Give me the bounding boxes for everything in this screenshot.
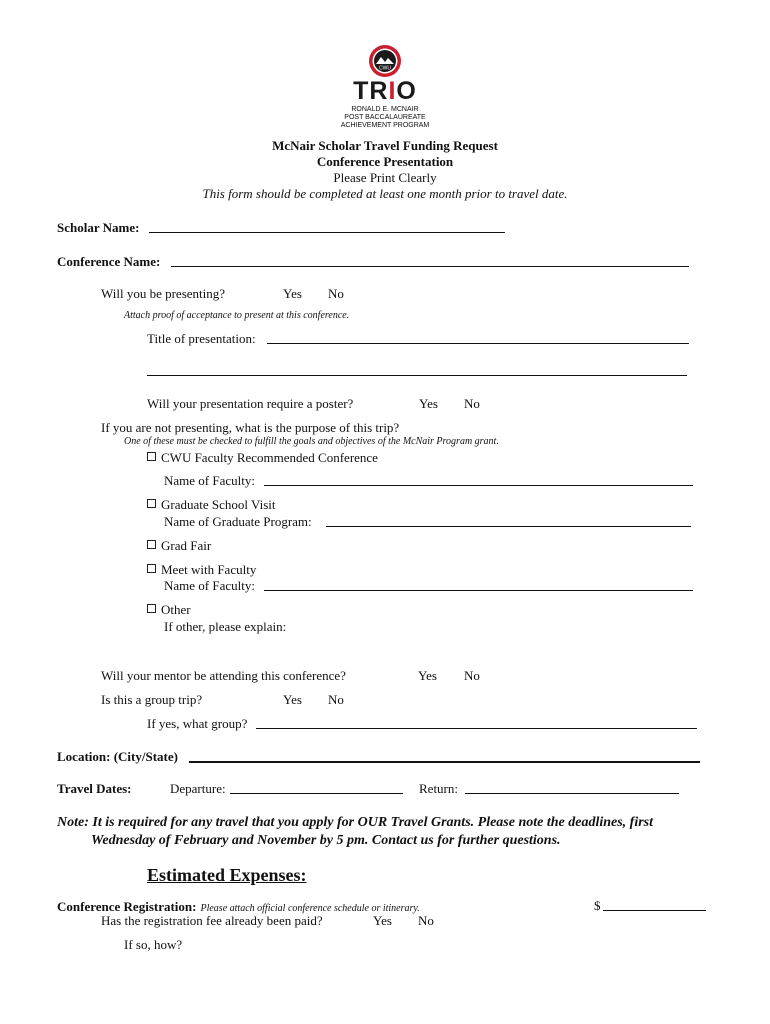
- option-meet-faculty[interactable]: [147, 562, 256, 578]
- trio-wordmark: TRIO: [353, 77, 417, 105]
- fee-paid-question: Has the registration fee already been paid?: [101, 913, 323, 928]
- presenting-question: Will you be presenting?: [101, 286, 226, 301]
- registration-amount-field[interactable]: [603, 910, 706, 911]
- poster-no-option[interactable]: No: [464, 396, 480, 411]
- group-question: Is this a group trip?: [101, 692, 203, 707]
- travel-dates-label: Travel Dates:: [57, 781, 132, 796]
- poster-yes-option[interactable]: Yes: [419, 396, 438, 411]
- option-grad-fair-label: Grad Fair: [161, 538, 212, 553]
- option-grad-school-visit-label: Graduate School Visit: [161, 497, 276, 512]
- departure-field[interactable]: [230, 793, 403, 794]
- cwu-seal-icon: [368, 44, 402, 78]
- what-group-field[interactable]: [256, 728, 697, 729]
- location-label: Location: (City/State): [57, 749, 178, 764]
- registration-label: Conference Registration:: [57, 899, 197, 914]
- presentation-title-field-2[interactable]: [147, 375, 687, 376]
- mentor-question: Will your mentor be attending this conference?: [101, 668, 346, 683]
- attach-proof-note: Attach proof of acceptance to present at this conference.: [124, 310, 350, 321]
- trio-program-line-2: POST BACCALAUREATE: [344, 114, 426, 121]
- group-no-option[interactable]: No: [328, 692, 344, 707]
- checkbox-icon[interactable]: [147, 499, 156, 508]
- fee-paid-yes-option[interactable]: Yes: [373, 913, 392, 928]
- return-label: Return:: [419, 781, 458, 796]
- estimated-expenses-heading: Estimated Expenses:: [147, 865, 307, 885]
- option-meet-faculty-label: Meet with Faculty: [161, 562, 257, 577]
- purpose-note: One of these must be checked to fulfill the goals and objectives of the McNair Program grant.: [124, 436, 499, 447]
- return-field[interactable]: [465, 793, 679, 794]
- presenting-yes-option[interactable]: Yes: [283, 286, 302, 301]
- deadline-note-line-1: Note: It is required for any travel that you apply for OUR Travel Grants. Please note the deadlines, first: [57, 815, 654, 830]
- mentor-yes-option[interactable]: Yes: [418, 668, 437, 683]
- timing-note: This form should be completed at least one month prior to travel date.: [202, 186, 568, 201]
- purpose-question: If you are not presenting, what is the purpose of this trip?: [101, 420, 400, 435]
- scholar-name-label: Scholar Name:: [57, 220, 140, 235]
- option-faculty-conference-label: CWU Faculty Recommended Conference: [161, 450, 378, 465]
- conference-name-field[interactable]: [171, 266, 689, 267]
- option-grad-fair[interactable]: [147, 538, 211, 554]
- location-field[interactable]: [189, 761, 700, 763]
- presentation-title-label: Title of presentation:: [147, 331, 256, 346]
- presenting-no-option[interactable]: No: [328, 286, 344, 301]
- grad-program-field[interactable]: [326, 526, 691, 527]
- trio-program-line-1: RONALD E. MCNAIR: [351, 106, 419, 113]
- option-faculty-conference[interactable]: [147, 450, 378, 466]
- scholar-name-field[interactable]: [149, 232, 505, 233]
- conference-name-label: Conference Name:: [57, 254, 161, 269]
- seal-text: CWU: [379, 65, 391, 72]
- fee-paid-no-option[interactable]: No: [418, 913, 434, 928]
- deadline-note-line-2: Wednesday of February and November by 5 pm. Contact us for further questions.: [91, 833, 561, 848]
- print-note: Please Print Clearly: [333, 170, 437, 185]
- checkbox-icon[interactable]: [147, 604, 156, 613]
- option-other-label: Other: [161, 602, 191, 617]
- poster-question: Will your presentation require a poster?: [147, 396, 354, 411]
- checkbox-icon[interactable]: [147, 564, 156, 573]
- what-group-label: If yes, what group?: [147, 716, 248, 731]
- group-yes-option[interactable]: Yes: [283, 692, 302, 707]
- option-grad-school-visit[interactable]: [147, 497, 276, 513]
- payment-how-label: If so, how?: [124, 937, 183, 952]
- checkbox-icon[interactable]: [147, 540, 156, 549]
- other-explain-label: If other, please explain:: [164, 619, 287, 634]
- checkbox-icon[interactable]: [147, 452, 156, 461]
- faculty-name-field[interactable]: [264, 485, 693, 486]
- mentor-no-option[interactable]: No: [464, 668, 480, 683]
- meet-faculty-name-field[interactable]: [264, 590, 693, 591]
- faculty-name-label: Name of Faculty:: [164, 473, 255, 488]
- form-title: McNair Scholar Travel Funding Request: [272, 138, 498, 153]
- registration-note: Please attach official conference schedule or itinerary.: [200, 903, 420, 914]
- grad-program-label: Name of Graduate Program:: [164, 514, 312, 529]
- departure-label: Departure:: [170, 781, 226, 796]
- option-other[interactable]: [147, 602, 191, 618]
- presentation-title-field[interactable]: [267, 343, 689, 344]
- registration-currency: $: [594, 898, 601, 913]
- trio-logo: [330, 44, 440, 132]
- form-subtitle: Conference Presentation: [316, 154, 454, 169]
- trio-program-line-3: ACHIEVEMENT PROGRAM: [340, 122, 430, 129]
- meet-faculty-name-label: Name of Faculty:: [164, 578, 255, 593]
